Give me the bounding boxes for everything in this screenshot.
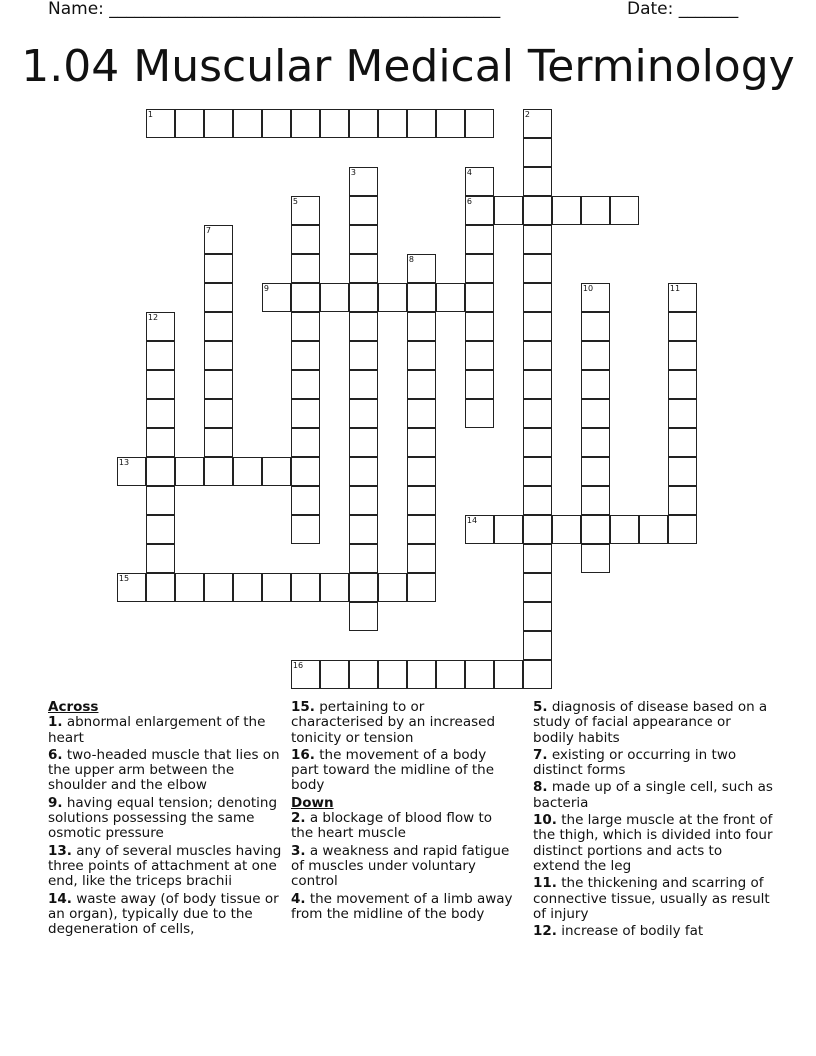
grid-cell[interactable] — [523, 109, 552, 138]
clue-number: 3 — [350, 168, 356, 178]
grid-cell[interactable] — [146, 428, 175, 457]
clue-down-5: 5. diagnosis of disease based on a study of facial appearance or bodily habits — [533, 699, 768, 746]
grid-cell[interactable] — [523, 486, 552, 515]
grid-cell[interactable] — [436, 283, 465, 312]
grid-cell[interactable] — [494, 515, 523, 544]
grid-cell[interactable] — [349, 109, 378, 138]
grid-cell[interactable] — [581, 196, 610, 225]
clue-down-11: 11. the thickening and scarring of connective tissue, usually as result of injury — [533, 875, 770, 922]
grid-cell[interactable] — [349, 370, 378, 399]
grid-cell[interactable] — [523, 138, 552, 167]
grid-cell[interactable] — [204, 457, 233, 486]
grid-cell[interactable] — [436, 109, 465, 138]
clues-column-3 — [533, 700, 773, 941]
grid-cell[interactable] — [204, 341, 233, 370]
grid-cell[interactable] — [204, 254, 233, 283]
clue-across-6: 6. two-headed muscle that lies on the upper arm between the shoulder and the elbow — [48, 746, 280, 794]
grid-cell[interactable] — [523, 573, 552, 602]
name-field[interactable]: Name: ______________________________________________ — [48, 0, 501, 19]
grid-cell[interactable] — [320, 283, 349, 312]
grid-cell[interactable] — [581, 341, 610, 370]
clue-number: 8 — [408, 255, 414, 265]
grid-cell[interactable] — [581, 457, 610, 486]
grid-cell[interactable] — [523, 457, 552, 486]
clue-number: 4 — [466, 168, 472, 178]
grid-cell[interactable] — [407, 254, 436, 283]
grid-cell[interactable] — [523, 341, 552, 370]
grid-cell[interactable] — [146, 312, 175, 341]
grid-cell[interactable] — [581, 370, 610, 399]
grid-cell[interactable] — [262, 109, 291, 138]
grid-cell[interactable] — [349, 167, 378, 196]
grid-cell[interactable] — [552, 196, 581, 225]
grid-cell[interactable] — [523, 631, 552, 660]
grid-cell[interactable] — [262, 573, 291, 602]
grid-cell[interactable] — [465, 312, 494, 341]
grid-cell[interactable] — [523, 225, 552, 254]
grid-cell[interactable] — [175, 457, 204, 486]
grid-cell[interactable] — [291, 254, 320, 283]
grid-cell[interactable] — [204, 573, 233, 602]
grid-cell[interactable] — [233, 573, 262, 602]
grid-cell[interactable] — [349, 544, 378, 573]
grid-cell[interactable] — [610, 196, 639, 225]
grid-cell[interactable] — [465, 283, 494, 312]
clue-across-16: 16. the movement of a body part toward the midline of the body — [291, 746, 495, 794]
grid-cell[interactable] — [581, 428, 610, 457]
grid-cell[interactable] — [581, 544, 610, 573]
clues-column-1 — [48, 700, 283, 939]
grid-cell[interactable] — [349, 515, 378, 544]
clue-down-12: 12. increase of bodily fat — [533, 923, 704, 940]
grid-cell[interactable] — [204, 225, 233, 254]
grid-cell[interactable] — [407, 312, 436, 341]
grid-cell[interactable] — [552, 515, 581, 544]
grid-cell[interactable] — [523, 167, 552, 196]
grid-cell[interactable] — [378, 109, 407, 138]
grid-cell[interactable] — [349, 196, 378, 225]
grid-cell[interactable] — [407, 544, 436, 573]
grid-cell[interactable] — [146, 370, 175, 399]
grid-cell[interactable] — [581, 312, 610, 341]
grid-cell[interactable] — [407, 457, 436, 486]
clue-number: 13 — [118, 458, 130, 468]
clue-number: 15 — [118, 574, 130, 584]
grid-cell[interactable] — [146, 109, 175, 138]
grid-cell[interactable] — [378, 573, 407, 602]
clue-number: 14 — [466, 516, 478, 526]
grid-cell[interactable] — [407, 573, 436, 602]
grid-cell[interactable] — [291, 225, 320, 254]
clue-across-13: 13. any of several muscles having three points of attachment at one end, like the triceps brachii — [48, 842, 282, 890]
grid-cell[interactable] — [523, 602, 552, 631]
grid-cell[interactable] — [204, 312, 233, 341]
clue-down-2: 2. a blockage of blood flow to the heart muscle — [291, 810, 493, 842]
grid-cell[interactable] — [465, 370, 494, 399]
grid-cell[interactable] — [407, 660, 436, 689]
grid-cell[interactable] — [523, 370, 552, 399]
grid-cell[interactable] — [523, 312, 552, 341]
down-heading: Down — [291, 794, 334, 811]
page-title: 1.04 Muscular Medical Terminology — [21, 41, 795, 92]
grid-cell[interactable] — [668, 399, 697, 428]
grid-cell[interactable] — [349, 399, 378, 428]
grid-cell[interactable] — [204, 370, 233, 399]
grid-cell[interactable] — [320, 109, 349, 138]
grid-cell[interactable] — [291, 109, 320, 138]
clue-down-4: 4. the movement of a limb away from the midline of the body — [291, 890, 513, 922]
grid-cell[interactable] — [523, 399, 552, 428]
grid-cell[interactable] — [175, 573, 204, 602]
grid-cell[interactable] — [262, 457, 291, 486]
grid-cell[interactable] — [407, 399, 436, 428]
grid-cell[interactable] — [204, 283, 233, 312]
grid-cell[interactable] — [523, 660, 552, 689]
grid-cell[interactable] — [146, 341, 175, 370]
clue-down-10: 10. the large muscle at the front of the thigh, which is divided into four distinct portions and acts to extend the leg — [533, 812, 773, 874]
grid-cell[interactable] — [291, 283, 320, 312]
grid-cell[interactable] — [668, 283, 697, 312]
clue-across-1: 1. abnormal enlargement of the heart — [48, 714, 266, 746]
grid-cell[interactable] — [146, 544, 175, 573]
grid-cell[interactable] — [407, 515, 436, 544]
grid-cell[interactable] — [407, 428, 436, 457]
across-heading: Across — [48, 699, 99, 715]
grid-cell[interactable] — [523, 283, 552, 312]
grid-cell[interactable] — [465, 254, 494, 283]
grid-cell[interactable] — [378, 660, 407, 689]
grid-cell[interactable] — [349, 486, 378, 515]
grid-cell[interactable] — [117, 573, 146, 602]
grid-cell[interactable] — [407, 486, 436, 515]
grid-cell[interactable] — [523, 515, 552, 544]
clue-across-14: 14. waste away (of body tissue or an organ), typically due to the degeneration of cells, — [48, 890, 279, 938]
grid-cell[interactable] — [407, 283, 436, 312]
grid-cell[interactable] — [523, 544, 552, 573]
grid-cell[interactable] — [146, 573, 175, 602]
grid-cell[interactable] — [349, 254, 378, 283]
grid-cell[interactable] — [175, 109, 204, 138]
grid-cell[interactable] — [465, 660, 494, 689]
clues-column-2 — [291, 700, 513, 924]
date-field[interactable]: Date: _______ — [627, 0, 739, 19]
grid-cell[interactable] — [117, 457, 146, 486]
grid-cell[interactable] — [494, 196, 523, 225]
grid-cell[interactable] — [465, 196, 494, 225]
grid-cell[interactable] — [581, 399, 610, 428]
grid-cell[interactable] — [465, 225, 494, 254]
clue-number: 7 — [205, 226, 211, 236]
grid-cell[interactable] — [291, 399, 320, 428]
grid-cell[interactable] — [204, 399, 233, 428]
clue-number: 5 — [292, 197, 298, 207]
grid-cell[interactable] — [523, 254, 552, 283]
grid-cell[interactable] — [523, 428, 552, 457]
grid-cell[interactable] — [494, 660, 523, 689]
grid-cell[interactable] — [291, 515, 320, 544]
grid-cell[interactable] — [465, 515, 494, 544]
grid-cell[interactable] — [349, 660, 378, 689]
grid-cell[interactable] — [291, 573, 320, 602]
grid-cell[interactable] — [291, 370, 320, 399]
grid-cell[interactable] — [146, 457, 175, 486]
clue-number: 2 — [524, 110, 530, 120]
grid-cell[interactable] — [349, 457, 378, 486]
grid-cell[interactable] — [668, 370, 697, 399]
grid-cell[interactable] — [668, 428, 697, 457]
clue-across-15: 15. pertaining to or characterised by an increased tonicity or tension — [291, 699, 496, 746]
grid-cell[interactable] — [436, 660, 465, 689]
clue-number: 10 — [582, 284, 594, 294]
grid-cell[interactable] — [349, 428, 378, 457]
clue-number: 16 — [292, 661, 304, 671]
grid-cell[interactable] — [233, 109, 262, 138]
clue-number: 11 — [669, 284, 681, 294]
grid-cell[interactable] — [581, 486, 610, 515]
grid-cell[interactable] — [349, 341, 378, 370]
grid-cell[interactable] — [291, 457, 320, 486]
grid-cell[interactable] — [233, 457, 262, 486]
grid-cell[interactable] — [146, 515, 175, 544]
grid-cell[interactable] — [407, 109, 436, 138]
clue-number: 12 — [147, 313, 159, 323]
grid-cell[interactable] — [204, 428, 233, 457]
grid-cell[interactable] — [146, 486, 175, 515]
grid-cell[interactable] — [407, 370, 436, 399]
grid-cell[interactable] — [204, 109, 233, 138]
grid-cell[interactable] — [465, 341, 494, 370]
grid-cell[interactable] — [291, 312, 320, 341]
grid-cell[interactable] — [639, 515, 668, 544]
grid-cell[interactable] — [378, 283, 407, 312]
grid-cell[interactable] — [291, 660, 320, 689]
grid-cell[interactable] — [668, 312, 697, 341]
grid-cell[interactable] — [668, 341, 697, 370]
grid-cell[interactable] — [291, 341, 320, 370]
grid-cell[interactable] — [668, 457, 697, 486]
grid-cell[interactable] — [146, 399, 175, 428]
grid-cell[interactable] — [610, 515, 639, 544]
clue-down-3: 3. a weakness and rapid fatigue of muscles under voluntary control — [291, 842, 510, 890]
grid-cell[interactable] — [465, 167, 494, 196]
grid-cell[interactable] — [262, 283, 291, 312]
grid-cell[interactable] — [320, 660, 349, 689]
clue-down-8: 8. made up of a single cell, such as bacteria — [533, 779, 773, 811]
clue-across-9: 9. having equal tension; denoting solutions possessing the same osmotic pressure — [48, 794, 278, 842]
grid-cell[interactable] — [349, 225, 378, 254]
clue-number: 6 — [466, 197, 472, 207]
grid-cell[interactable] — [349, 312, 378, 341]
grid-cell[interactable] — [349, 283, 378, 312]
grid-cell[interactable] — [581, 283, 610, 312]
grid-cell[interactable] — [668, 515, 697, 544]
grid-cell[interactable] — [523, 196, 552, 225]
grid-cell[interactable] — [465, 399, 494, 428]
grid-cell[interactable] — [291, 486, 320, 515]
grid-cell[interactable] — [349, 573, 378, 602]
grid-cell[interactable] — [320, 573, 349, 602]
clue-number: 1 — [147, 110, 153, 120]
grid-cell[interactable] — [291, 428, 320, 457]
grid-cell[interactable] — [407, 341, 436, 370]
clue-down-7: 7. existing or occurring in two distinct forms — [533, 746, 737, 779]
grid-cell[interactable] — [668, 486, 697, 515]
clue-number: 9 — [263, 284, 269, 294]
grid-cell[interactable] — [581, 515, 610, 544]
grid-cell[interactable] — [291, 196, 320, 225]
grid-cell[interactable] — [465, 109, 494, 138]
grid-cell[interactable] — [349, 602, 378, 631]
